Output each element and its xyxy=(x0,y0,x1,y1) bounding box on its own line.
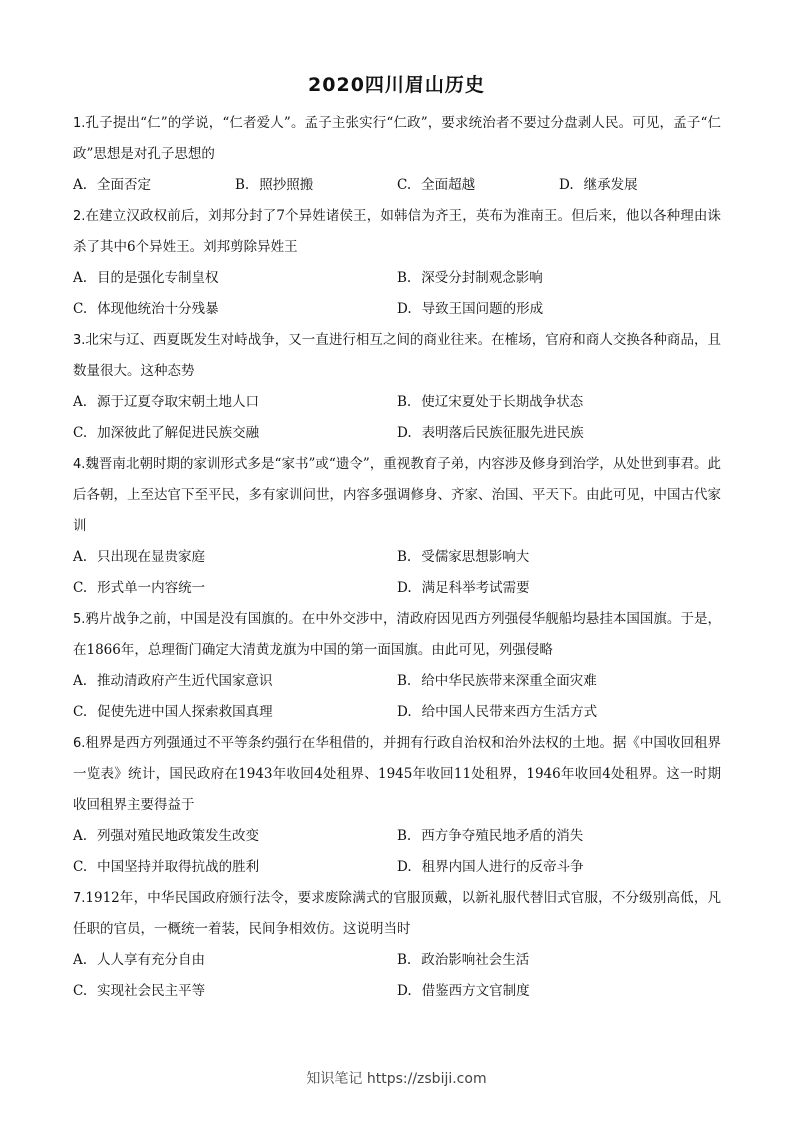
question-stem: 2.在建立汉政权前后，刘邦分封了7个异姓诸侯王，如韩信为齐王，英布为淮南王。但后来，他以各种理由诛杀了其中6个异姓王。刘邦剪除异姓王 xyxy=(73,208,721,255)
footer-watermark: 知识笔记 https://zsbiji.com xyxy=(306,1071,487,1087)
option-c: C. 加深彼此了解促进民族交融 xyxy=(73,425,260,441)
option-d: D. 满足科举考试需要 xyxy=(397,580,530,596)
option-c: C. 中国坚持并取得抗战的胜利 xyxy=(73,859,260,875)
question-6 xyxy=(73,728,721,883)
question-stem: 4.魏晋南北朝时期的家训形式多是“家书”或“遗令”，重视教育子弟，内容涉及修身到治学，从处世到事君。此后各朝，上至达官下至平民，多有家训问世，内容多强调修身、齐家、治国、平天下。由此可见，中国古代家训 xyxy=(73,456,721,534)
option-d: D. 表明落后民族征服先进民族 xyxy=(397,425,584,441)
option-b: B. 照抄照搬 xyxy=(235,177,314,193)
question-stem: 5.鸦片战争之前，中国是没有国旗的。在中外交涉中，清政府因见西方列强侵华舰船均悬挂本国国旗。于是，在1866年，总理衙门确定大清黄龙旗为中国的第一面国旗。由此可见，列强侵略 xyxy=(73,611,721,658)
option-row xyxy=(73,697,721,728)
option-a: A. 目的是强化专制皇权 xyxy=(73,270,219,286)
option-row xyxy=(73,573,721,604)
option-b: B. 使辽宋夏处于长期战争状态 xyxy=(397,394,584,410)
option-b: B. 深受分封制观念影响 xyxy=(397,270,543,286)
option-a: A. 全面否定 xyxy=(73,177,152,193)
option-b: B. 西方争夺殖民地矛盾的消失 xyxy=(397,828,584,844)
option-row xyxy=(73,821,721,852)
option-d: D. 租界内国人进行的反帝斗争 xyxy=(397,859,584,875)
page-title: 2020四川眉山历史 xyxy=(308,74,485,96)
option-c: C. 促使先进中国人探索救国真理 xyxy=(73,704,273,720)
option-c: C. 形式单一内容统一 xyxy=(73,580,206,596)
option-a: A. 只出现在显贵家庭 xyxy=(73,549,206,565)
option-a: A. 列强对殖民地政策发生改变 xyxy=(73,828,260,844)
question-5 xyxy=(73,604,721,728)
option-a: A. 源于辽夏夺取宋朝土地人口 xyxy=(73,394,260,410)
question-stem: 3.北宋与辽、西夏既发生对峙战争，又一直进行相互之间的商业往来。在榷场，官府和商人交换各种商品，且数量很大。这种态势 xyxy=(73,332,721,379)
option-b: B. 政治影响社会生活 xyxy=(397,952,530,968)
option-d: D. 导致王国问题的形成 xyxy=(397,301,544,317)
option-c: C. 实现社会民主平等 xyxy=(73,983,206,999)
option-row xyxy=(73,387,721,418)
option-c: C. 体现他统治十分残暴 xyxy=(73,301,219,317)
question-list xyxy=(73,108,721,1007)
option-a: A. 人人享有充分自由 xyxy=(73,952,206,968)
question-stem: 7.1912年，中华民国政府颁行法令，要求废除满式的官服顶戴，以新礼服代替旧式官服，不分级别高低，凡任职的官员，一概统一着装，民间争相效仿。这说明当时 xyxy=(73,890,721,937)
option-d: D. 借鉴西方文官制度 xyxy=(397,983,530,999)
option-row xyxy=(73,945,721,976)
option-row xyxy=(73,263,721,294)
question-1 xyxy=(73,108,721,201)
option-b: B. 受儒家思想影响大 xyxy=(397,549,530,565)
option-d: D. 给中国人民带来西方生活方式 xyxy=(397,704,598,720)
option-row xyxy=(73,666,721,697)
option-row xyxy=(73,418,721,449)
option-row xyxy=(73,170,721,201)
option-c: C. 全面超越 xyxy=(397,177,476,193)
question-7 xyxy=(73,883,721,1007)
question-2 xyxy=(73,201,721,325)
question-3 xyxy=(73,325,721,449)
option-row xyxy=(73,542,721,573)
option-row xyxy=(73,852,721,883)
option-row xyxy=(73,294,721,325)
option-a: A. 推动清政府产生近代国家意识 xyxy=(73,673,273,689)
option-b: B. 给中华民族带来深重全面灾难 xyxy=(397,673,597,689)
question-stem: 1.孔子提出“仁”的学说，“仁者爱人”。孟子主张实行“仁政”，要求统治者不要过分盘剥人民。可见，孟子“仁政”思想是对孔子思想的 xyxy=(73,115,721,162)
option-row xyxy=(73,976,721,1007)
question-stem: 6.租界是西方列强通过不平等条约强行在华租借的，并拥有行政自治权和治外法权的土地。据《中国收回租界一览表》统计，国民政府在1943年收回4处租界、1945年收回11处租界，1946年收回4处租界。这一时期收回租界主要得益于 xyxy=(73,735,721,813)
question-4 xyxy=(73,449,721,604)
option-d: D. 继承发展 xyxy=(559,177,638,193)
